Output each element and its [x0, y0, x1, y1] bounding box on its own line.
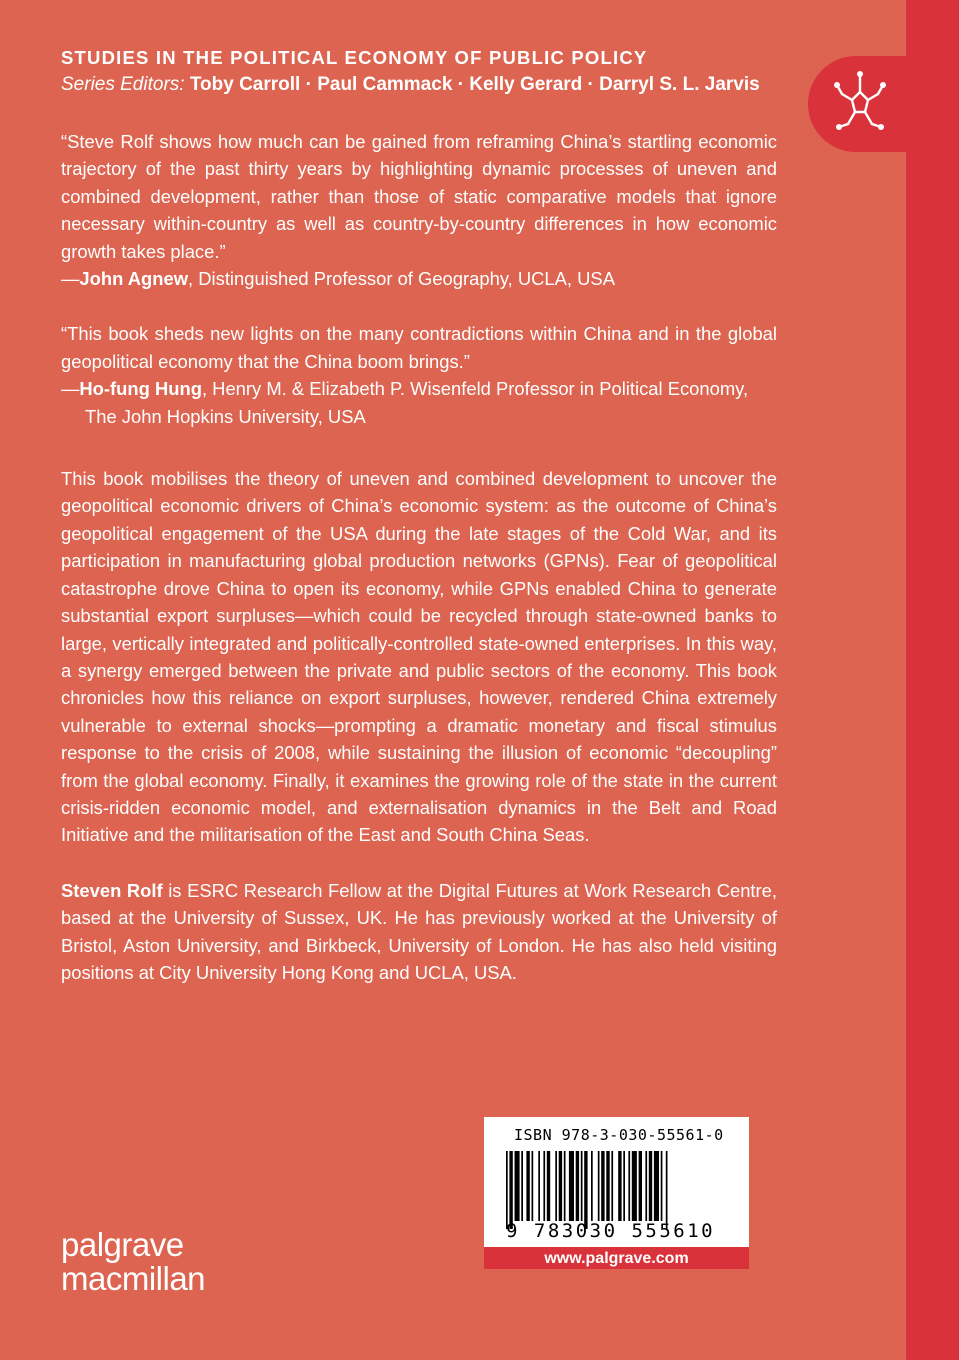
endorsement-attribution [61, 375, 777, 430]
barcode-bar [632, 1151, 637, 1221]
publisher-wordmark [61, 1228, 205, 1296]
barcode-bar [581, 1151, 583, 1221]
endorsement-quote: “Steve Rolf shows how much can be gained from reframing China’s startling economic trajectory of the past thirty years by highlighting dynamic processes of uneven and combined development, rather than those of static comparative models that ignore necessary within-country as well as country-by-country differences in how economic growth takes place.” [61, 131, 777, 262]
barcode-bar [628, 1151, 630, 1221]
endorsement-attribution [61, 265, 777, 292]
barcode-bar [601, 1151, 604, 1221]
barcode-bar [618, 1151, 621, 1221]
publisher-url[interactable]: www.palgrave.com [484, 1247, 749, 1269]
attribution-dash: — [61, 268, 80, 290]
barcode-bar [569, 1151, 574, 1221]
spine-color-band [906, 0, 959, 1360]
barcode-icon [502, 1151, 734, 1231]
endorsement-quote: “This book sheds new lights on the many contradictions within China and in the global geopolitical economy that the China boom brings.” [61, 323, 777, 372]
attribution-dash: — [61, 378, 80, 400]
publisher-name-line2: macmillan [61, 1260, 206, 1297]
series-editors-label: Series Editors: [61, 74, 185, 95]
springer-star-logo-icon [828, 70, 892, 138]
barcode-bar [623, 1151, 625, 1221]
endorser-name: Ho-fung Hung [79, 378, 202, 400]
series-editors-names: Toby Carroll · Paul Cammack · Kelly Gerard · Darryl S. L. Jarvis [189, 74, 760, 95]
barcode-bar [538, 1151, 540, 1221]
book-description: This book mobilises the theory of uneven and combined development to uncover the geopolitical economic drivers of China’s economic system: as the outcome of China’s geopolitical engagement of the USA during the late stages of the Cold War, and its participation in manufacturing global production networks (GPNs). Fear of geopolitical catastrophe drove China to open its economy, while GPNs enabled China to generate substantial export surpluses—which could be recycled through state-owned banks to large, vertically integrated and politically-controlled state-owned enterprises. In this way, a synergy emerged between the private and public sectors of the economy. This book chronicles how this reliance on export surpluses, however, rendered China extremely vulnerable to external shocks—prompting a dramatic monetary and fiscal stimulus response to the crisis of 2008, while sustaining the illusion of economic “decoupling” from the global economy. Finally, it examines the growing role of the state in the current crisis-ridden economic model, and externalisation dynamics in the Belt and Road Initiative and the militarisation of the East and South China Seas. [61, 468, 777, 846]
barcode-bar [526, 1151, 529, 1221]
isbn-barcode-box [484, 1117, 749, 1267]
barcode-bar [509, 1151, 512, 1229]
barcode-bar [649, 1151, 652, 1221]
series-header [61, 45, 781, 98]
barcode-bar [654, 1151, 659, 1221]
author-name: Steven Rolf [61, 879, 163, 901]
barcode-bar [639, 1151, 642, 1221]
publisher-name-line1: palgrave [61, 1226, 184, 1263]
barcode-bar [598, 1151, 600, 1221]
barcode-bar [506, 1151, 508, 1229]
barcode-bar [543, 1151, 545, 1221]
endorser-affiliation: , Henry M. & Elizabeth P. Wisenfeld Professor in Political Economy, The John Hopkins University, USA [85, 378, 749, 427]
publisher-logo-badge [808, 56, 906, 152]
back-cover-text [61, 128, 777, 986]
barcode-digits: 9 783030 555610 [506, 1220, 716, 1242]
barcode-bar [576, 1151, 579, 1221]
series-editors [61, 71, 781, 98]
barcode-bar [606, 1151, 609, 1221]
barcode-bar [645, 1151, 647, 1221]
author-bio [61, 877, 777, 987]
barcode-bar [532, 1151, 534, 1221]
barcode-bar [611, 1151, 613, 1221]
barcode-bar [547, 1151, 550, 1221]
isbn-label: ISBN 978-3-030-55561-0 [514, 1126, 724, 1144]
barcode-bar [564, 1151, 566, 1221]
author-bio-text: is ESRC Research Fellow at the Digital Futures at Work Research Centre, based at the University of Sussex, UK. He has previously worked at the University of Bristol, Aston University, and Birkbeck, University of London. He has also held visiting positions at City University Hong Kong and UCLA, USA. [61, 879, 778, 983]
barcode-bar [666, 1151, 668, 1229]
series-title: STUDIES IN THE POLITICAL ECONOMY OF PUBLIC POLICY [61, 47, 648, 68]
barcode-bar [555, 1151, 557, 1221]
barcode-bar [515, 1151, 520, 1221]
barcode-bar [591, 1151, 593, 1221]
endorser-affiliation: , Distinguished Professor of Geography, UCLA, USA [188, 268, 615, 290]
barcode-bar [661, 1151, 663, 1221]
barcode-bar [559, 1151, 562, 1221]
barcode-bar [521, 1151, 523, 1221]
barcode-bar [584, 1151, 587, 1229]
endorser-name: John Agnew [79, 268, 189, 290]
